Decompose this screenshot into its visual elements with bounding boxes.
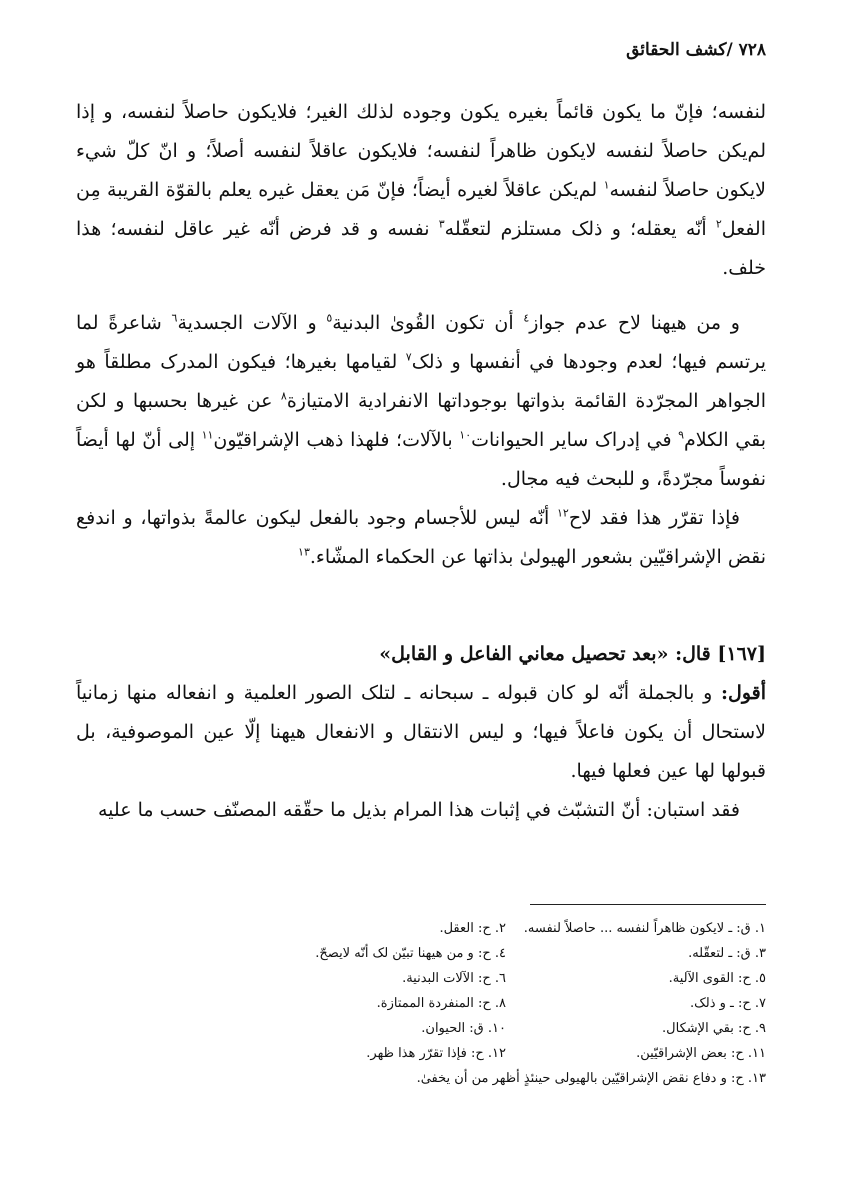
footnote-marker: ٤ (523, 311, 530, 325)
footnote-marker: ٢ (715, 217, 722, 231)
footnote: ١١. ح: بعض الإشراقيّين. (636, 1046, 766, 1061)
footnote: ١٢. ح: فإذا تقرّر هذا ظهر. (366, 1046, 506, 1061)
footnote: ١٣. ح: و دفاع نقض الإشراقيّين بالهيولى حينئذٍ أظهر من أن يخفىٰ. (416, 1071, 766, 1086)
footnote-row (76, 1066, 766, 1091)
paragraph: فقد استبان: أنّ التشبّث في إثبات هذا المرام بذيل ما حقّقه المصنّف حسب ما عليه (97, 799, 740, 821)
footnote-marker: ٦ (171, 311, 178, 325)
footnote-marker: ١ (603, 178, 610, 192)
running-header (626, 40, 766, 60)
footnote-row (76, 1041, 766, 1066)
footnote: ٧. ح: ـ و ذلک. (689, 996, 766, 1011)
footnote: ٩. ح: بقي الإشكال. (662, 1021, 766, 1036)
footnote-row (76, 941, 766, 966)
main-text (76, 93, 766, 830)
book-title: كشف الحقائق (626, 40, 727, 60)
footnotes (76, 916, 766, 1091)
footnote: ٦. ح: الآلات البدنية. (402, 971, 506, 986)
commentary-lead: أقول: (721, 682, 766, 704)
footnote-marker: ٣ (438, 217, 445, 231)
footnote-row (76, 1016, 766, 1041)
footnote-marker: ١٣ (298, 545, 310, 559)
footnote: ٤. ح: و من هيهنا تبيّن لک أنّه لايصحّ. (315, 946, 506, 961)
footnote: ٥. ح: القوى الآلية. (668, 971, 766, 986)
footnote-marker: ٨ (280, 389, 287, 403)
footnote-marker: ٥ (326, 311, 333, 325)
footnote: ١. ق: ـ لايكون ظاهراً لنفسه ... حاصلاً لنفسه. (523, 921, 766, 936)
paragraph: فإذا تقرّر هذا فقد لاح$^{١٢}$ أنّه ليس للأجسام وجود بالفعل ليكون عالمةً بذواتها، و اندفع نقض الإشراقيّين بشعور الهيولىٰ بذاتها عن الحكماء المشّاء.$^{١٣}$ (76, 506, 766, 568)
page-number: ۷۲۸ (738, 40, 766, 60)
paragraph: و من هيهنا لاح عدم جواز$^٤$ أن تكون القُوىٰ البدنية$^٥$ و الآلات الجسدية$^٦$ شاعرةً لما يرتسم فيها؛ لعدم وجودها في أنفسها و ذلک$^٧$ لقيامها بغيرها؛ فيكون المدرک مطلقاً هو الجواهر المجرّدة القائمة بذواتها بوجوداتها الانفرادية الامتيازة$^٨$ عن غيرها بحسبها و لكن بقي الكلام$^٩$ في إدراک ساير الحيوانات$^{١٠}$ بالآلات؛ فلهذا ذهب الإشراقيّون$^{١١}$ إلى أنّ لها أيضاً نفوساً مجرّدةً، و للبحث فيه مجال. (76, 311, 767, 490)
footnote-row (76, 966, 766, 991)
section-heading: [١٦٧] قال: «بعد تحصيل معاني الفاعل و القابل» (379, 643, 766, 665)
footnote-marker: ٧ (405, 350, 412, 364)
footnote-row (76, 991, 766, 1016)
footnote-marker: ٩ (678, 428, 685, 442)
paragraph: أقول: و بالجملة أنّه لو كان قبوله ـ سبحانه ـ لتلک الصور العلمية و انفعاله منها زمانياً لاستحال أن يكون فاعلاً فيها؛ و ليس الانتقال و الانفعال هيهنا إلّا عين الموصوفية، بل قبولها لها عين فعلها فيها. (76, 682, 766, 782)
footnote-marker: ١٢ (556, 506, 569, 520)
footnote: ٨. ح: المنفردة الممتازة. (376, 996, 506, 1011)
footnote-divider (530, 904, 766, 905)
footnote: ١٠. ق: الحيوان. (421, 1021, 506, 1036)
header-separator: / (726, 40, 739, 60)
footnote: ٢. ح: العقل. (439, 921, 506, 936)
paragraph: لنفسه؛ فإنّ ما يكون قائماً بغيره يكون وجوده لذلك الغير؛ فلايكون حاصلاً لنفسه، و إذا لم‌يكن حاصلاً لنفسه لايكون ظاهراً لنفسه؛ فلايكون عاقلاً لنفسه أصلاً؛ و انّ كلّ شيء لايكون حاصلاً لنفسه$^١$ لم‌يكن عاقلاً لغيره أيضاً؛ فإنّ مَن يعقل غيره يعلم بالقوّة القريبة مِن الفعل$^٢$ أنّه يعقله؛ و ذلک مستلزم لتعقّله$^٣$ نفسه و قد فرض أنّه غير عاقل لنفسه؛ هذا خلف. (76, 101, 766, 279)
footnote-marker: ١١ (201, 428, 214, 442)
footnote-row (76, 916, 766, 941)
footnote: ٣. ق: ـ لتعقّله. (688, 946, 766, 961)
footnote-marker: ١٠ (459, 428, 472, 442)
